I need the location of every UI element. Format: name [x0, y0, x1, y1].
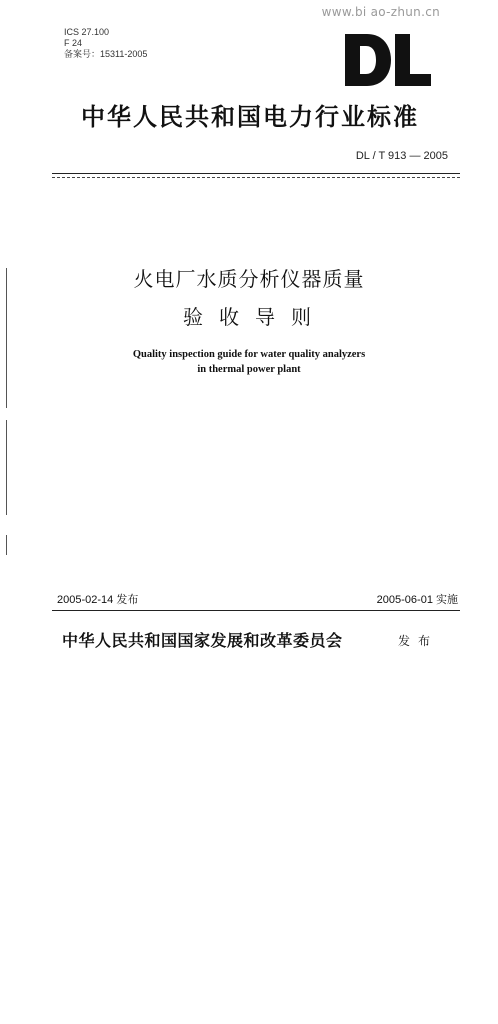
title-english-line1: Quality inspection guide for water quality analyzers — [132, 349, 366, 360]
title-chinese-line1: 火电厂水质分析仪器质量 — [133, 267, 365, 291]
dl-logo — [343, 30, 433, 90]
ccs-code: F 24 — [64, 38, 83, 48]
title-chinese-line2: 验收导则 — [183, 305, 327, 329]
standard-number: DL / T 913 — 2005 — [355, 150, 448, 162]
implement-date: 2005-06-01 实施 — [376, 594, 458, 606]
publish-date: 2005-02-14 发布 — [57, 594, 139, 606]
issue-verb: 发布 — [398, 634, 439, 648]
page-edge-mark — [6, 420, 7, 515]
issuing-authority: 中华人民共和国国家发展和改革委员会 — [62, 631, 343, 650]
footer-rule — [52, 610, 460, 611]
industry-standard-heading: 中华人民共和国电力行业标准 — [81, 102, 419, 131]
title-english-line2: in thermal power plant — [197, 364, 301, 375]
header-rule — [52, 173, 460, 174]
header-rule-dashed — [52, 177, 460, 178]
page-edge-mark — [6, 535, 7, 555]
ics-code: ICS 27.100 — [64, 27, 110, 37]
filing-number: 备案号：15311-2005 — [64, 49, 148, 59]
watermark-text: www.bi ao-zhun.cn — [321, 5, 440, 19]
